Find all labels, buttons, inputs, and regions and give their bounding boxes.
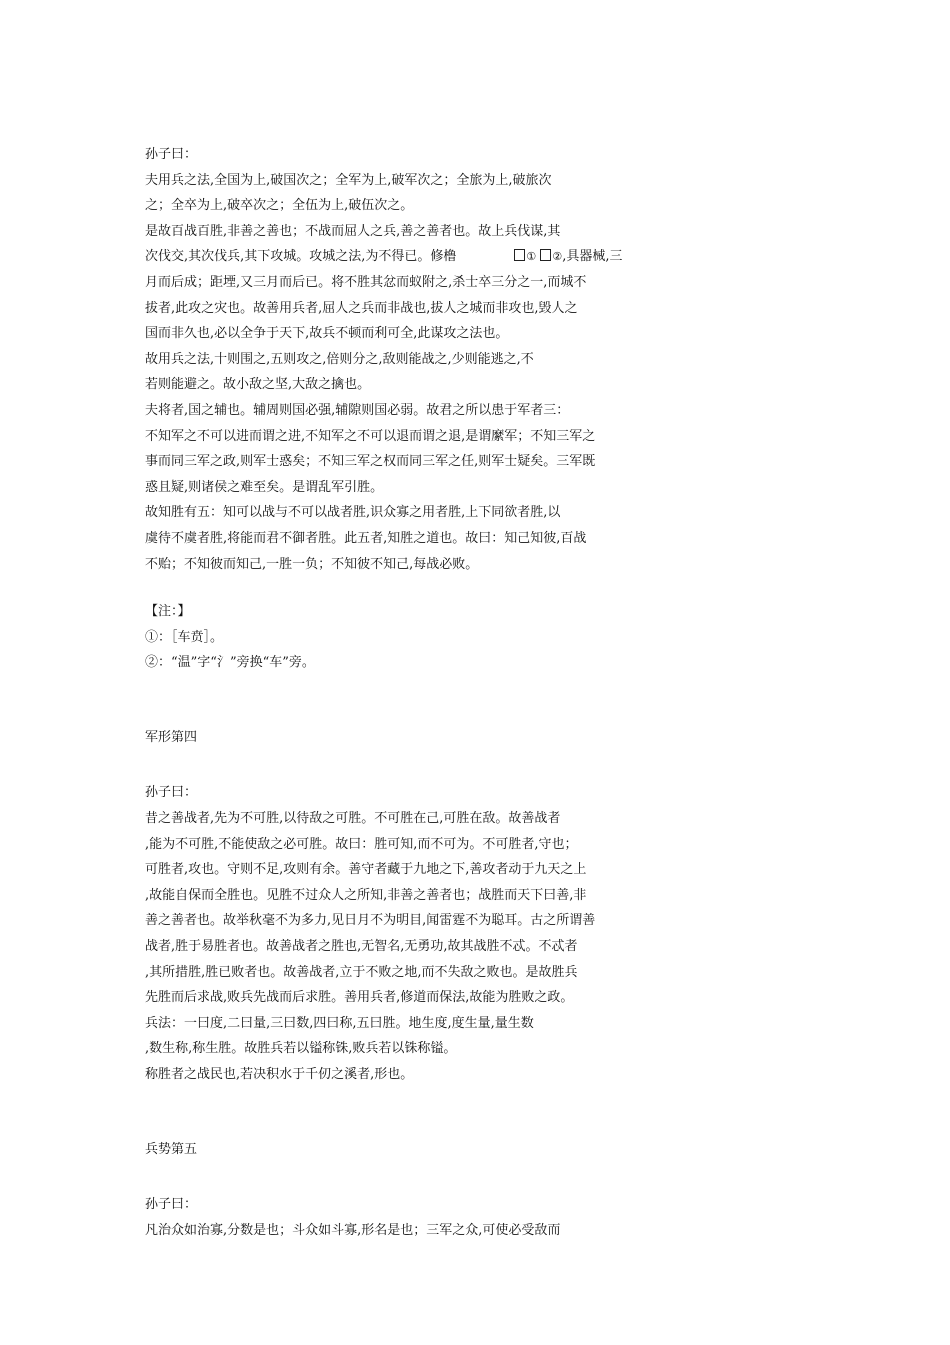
chapter5-title: 兵势第五 — [145, 1141, 198, 1157]
note-ref-2: ② — [552, 250, 563, 264]
note-ref-1: ① — [526, 250, 537, 264]
paragraph-line: 月而后成；距堙,又三月而后已。将不胜其忿而蚁附之,杀士卒三分之一,而城不 — [145, 274, 587, 290]
paragraph-line: 昔之善战者,先为不可胜,以待敌之可胜。不可胜在己,可胜在敌。故善战者 — [145, 811, 561, 827]
paragraph-line: ,故能自保而全胜也。见胜不过众人之所知,非善之善者也；战胜而天下曰善,非 — [145, 887, 587, 903]
note-item: ②：“温”字“氵”旁换“车”旁。 — [145, 655, 315, 671]
paragraph-line: 不贻；不知彼而知己,一胜一负；不知彼不知己,每战必败。 — [145, 556, 479, 572]
paragraph-line: 国而非久也,必以全争于天下,故兵不顿而利可全,此谋攻之法也。 — [145, 326, 509, 342]
paragraph-line: 善之善者也。故举秋毫不为多力,见日月不为明目,闻雷霆不为聪耳。古之所谓善 — [145, 913, 596, 929]
paragraph-line: 故知胜有五：知可以战与不可以战者胜,识众寡之用者胜,上下同欲者胜,以 — [145, 505, 561, 521]
paragraph-line: 称胜者之战民也,若决积水于千仞之溪者,形也。 — [145, 1067, 414, 1082]
paragraph-line: ,数生称,称生胜。故胜兵若以镒称铢,败兵若以铢称镒。 — [145, 1041, 457, 1057]
paragraph-line: 兵法：一曰度,二曰量,三曰数,四曰称,五曰胜。地生度,度生量,量生数 — [145, 1015, 534, 1031]
note-item: ①：［车贲］。 — [145, 629, 224, 645]
paragraph-line: 夫用兵之法,全国为上,破国次之；全军为上,破军次之；全旅为上,破旅次 — [145, 172, 552, 188]
paragraph-line: 先胜而后求战,败兵先战而后求胜。善用兵者,修道而保法,故能为胜败之政。 — [145, 990, 574, 1006]
paragraph-line: 是故百战百胜,非善之善也；不战而屈人之兵,善之善者也。故上兵伐谋,其 — [145, 223, 561, 239]
paragraph-line: 不知军之不可以进而谓之进,不知军之不可以退而谓之退,是谓縻军；不知三军之 — [145, 428, 596, 444]
paragraph-line: 可胜者,攻也。守则不足,攻则有余。善守者藏于九地之下,善攻者动于九天之上 — [145, 862, 587, 878]
missing-glyph-box — [540, 249, 551, 261]
missing-glyph-box — [514, 249, 525, 261]
paragraph-line: 凡治众如治寡,分数是也；斗众如斗寡,形名是也；三军之众,可使必受敌而 — [145, 1222, 561, 1238]
paragraph-line: ,其所措胜,胜已败者也。故善战者,立于不败之地,而不失敌之败也。是故胜兵 — [145, 964, 578, 980]
paragraph-line-with-notes — [145, 244, 845, 270]
paragraph-line: 拔者,此攻之灾也。故善用兵者,屈人之兵而非战也,拔人之城而非攻也,毁人之 — [145, 300, 578, 316]
notes-heading: 【注：】 — [145, 604, 191, 620]
chapter4-title: 军形第四 — [145, 729, 198, 745]
paragraph-line: 虞待不虞者胜,将能而君不御者胜。此五者,知胜之道也。故曰：知己知彼,百战 — [145, 530, 587, 546]
paragraph-line: 惑且疑,则诸侯之难至矣。是谓乱军引胜。 — [145, 479, 384, 495]
document-page — [145, 142, 845, 1243]
chapter4-opening: 孙子曰： — [145, 785, 198, 801]
paragraph-line: 战者,胜于易胜者也。故善战者之胜也,无智名,无勇功,故其战胜不忒。不忒者 — [145, 939, 578, 955]
paragraph-line: ,能为不可胜,不能使敌之必可胜。故曰：胜可知,而不可为。不可胜者,守也； — [145, 836, 578, 852]
paragraph-line: 故用兵之法,十则围之,五则攻之,倍则分之,敌则能战之,少则能逃之,不 — [145, 351, 534, 367]
paragraph-line: 夫将者,国之辅也。辅周则国必强,辅隙则国必弱。故君之所以患于军者三： — [145, 402, 570, 418]
chapter3-opening: 孙子曰： — [145, 147, 198, 162]
chapter5-opening: 孙子曰： — [145, 1197, 198, 1213]
paragraph-line: 事而同三军之政,则军士惑矣；不知三军之权而同三军之任,则军士疑矣。三军既 — [145, 454, 596, 470]
line-text: 次伐交,其次伐兵,其下攻城。攻城之法,为不得已。修橹 — [145, 249, 457, 265]
paragraph-line: 之；全卒为上,破卒次之；全伍为上,破伍次之。 — [145, 198, 414, 214]
line-text: ,具器械,三 — [562, 249, 623, 265]
paragraph-line: 若则能避之。故小敌之坚,大敌之擒也。 — [145, 377, 371, 393]
